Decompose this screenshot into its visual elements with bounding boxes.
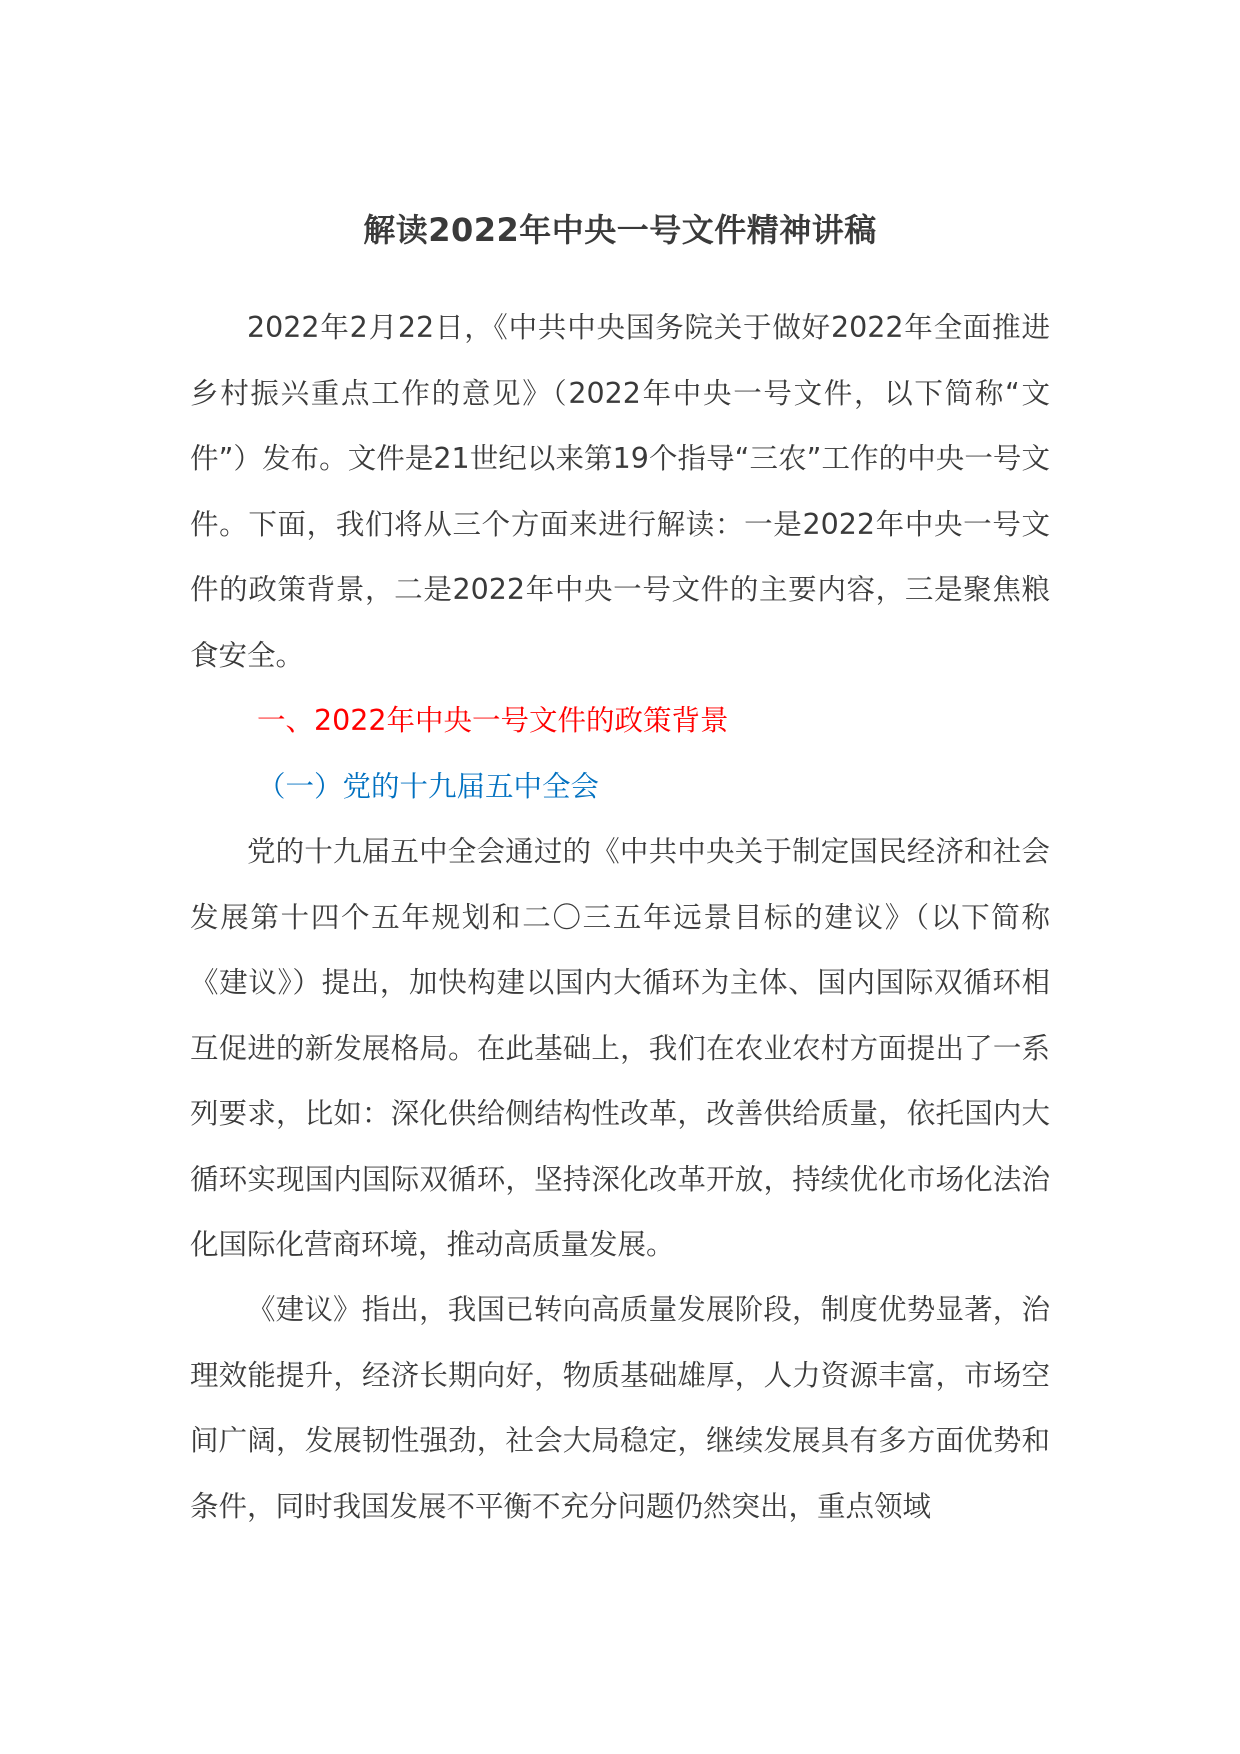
section-heading: 一、2022年中央一号文件的政策背景 xyxy=(257,704,729,737)
subsection-heading: （一）党的十九届五中全会 xyxy=(257,770,600,803)
document-title: 解读2022年中央一号文件精神讲稿 xyxy=(363,211,877,249)
body-paragraph-1: 党的十九届五中全会通过的《中共中央关于制定国民经济和社会发展第十四个五年规划和二〇三五年远景目标的建议》（以下简称《建议》）提出，加快构建以国内大循环为主体、国内国际双循环相互促进的新发展格局。在此基础上，我们在农业农村方面提出了一系列要求，比如：深化供给侧结构性改革，改善供给质量，依托国内大循环实现国内国际双循环，坚持深化改革开放，持续优化市场化法治化国际化营商环境，推动高质量发展。 xyxy=(190,835,1050,1261)
intro-paragraph: 2022年2月22日，《中共中央国务院关于做好2022年全面推进乡村振兴重点工作的意见》（2022年中央一号文件，以下简称“文件”）发布。文件是21世纪以来第19个指导“三农”工作的中央一号文件。下面，我们将从三个方面来进行解读：一是2022年中央一号文件的政策背景，二是2022年中央一号文件的主要内容，三是聚焦粮食安全。 xyxy=(190,311,1050,672)
body-paragraph-2: 《建议》指出，我国已转向高质量发展阶段，制度优势显著，治理效能提升，经济长期向好，物质基础雄厚，人力资源丰富，市场空间广阔，发展韧性强劲，社会大局稳定，继续发展具有多方面优势和条件，同时我国发展不平衡不充分问题仍然突出，重点领域 xyxy=(190,1293,1050,1523)
